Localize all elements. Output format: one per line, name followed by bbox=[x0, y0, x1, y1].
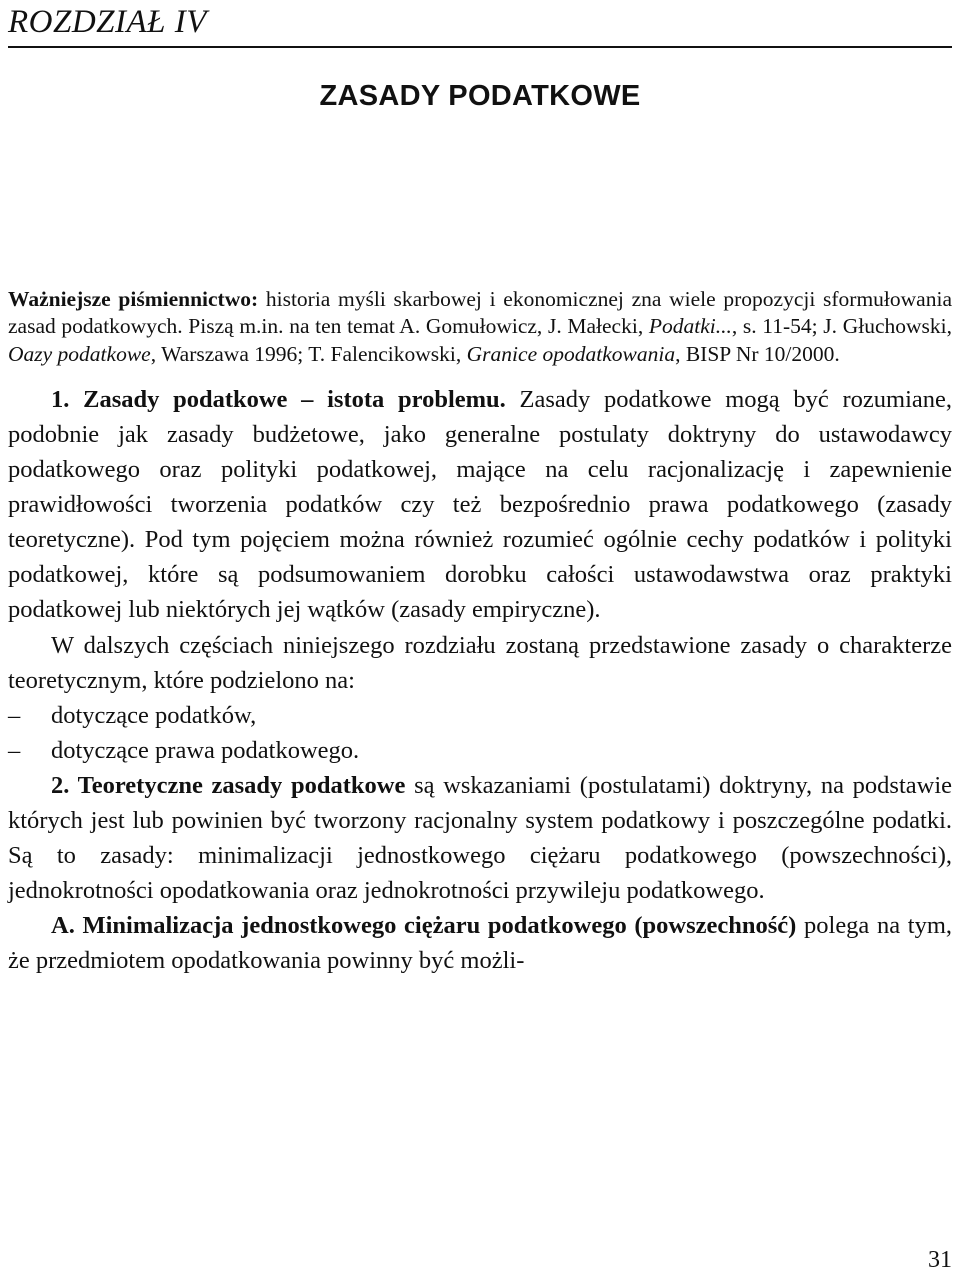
paragraph-2: W dalszych częściach niniejszego rozdziału zostaną przedstawione zasady o charakterze teoretycznym, które podzielono na: bbox=[8, 631, 952, 694]
list-item-text: dotyczące podatków, bbox=[51, 701, 257, 729]
section-2-text: są wskazaniami (postulatami) doktryny, na podstawie których jest lub powinien być tworzony racjonalny system podatkowy i poszczególne podatki. Są to zasady: minimalizacji jednostkowego ciężaru podatkowego (powszechności), jednokrotności opodatkowania oraz jednokrotności przywileju podatkowego. bbox=[8, 771, 953, 905]
chapter-header bbox=[8, 2, 952, 48]
literature-text-1: historia myśli skarbowej i ekonomicznej zna wiele propozycji sformułowania zasad podatkowych. Piszą m.in. na ten temat A. Gomułowicz, J. Małecki, bbox=[8, 287, 952, 339]
chapter-title: ZASADY PODATKOWE bbox=[319, 80, 641, 112]
list-item bbox=[8, 733, 952, 768]
literature-text-3: , Warszawa 1996; T. Falencikowski, bbox=[150, 341, 467, 366]
literature-title-1: Podatki... bbox=[648, 314, 732, 339]
body-text bbox=[8, 286, 952, 978]
section-1-paragraph bbox=[8, 382, 952, 628]
list-dash: – bbox=[8, 736, 21, 764]
literature-title-3: Granice opodatkowania bbox=[466, 341, 676, 366]
section-a-text: polega na tym, że przedmiotem opodatkowania powinny być możli- bbox=[8, 912, 952, 975]
literature-text-2: , s. 11-54; J. Głuchowski, bbox=[731, 314, 952, 339]
list-dash: – bbox=[8, 701, 21, 729]
page-number: 31 bbox=[928, 1247, 952, 1273]
section-a-paragraph bbox=[8, 908, 952, 978]
section-a-heading: A. Minimalizacja jednostkowego ciężaru podatkowego (powszechność) bbox=[51, 912, 797, 940]
literature-paragraph bbox=[8, 286, 952, 368]
literature-lead: Ważniejsze piśmiennictwo: bbox=[8, 287, 259, 311]
list-item-text: dotyczące prawa podatkowego. bbox=[51, 736, 360, 764]
section-1-text: Zasady podatkowe mogą być rozumiane, podobnie jak zasady budżetowe, jako generalne postulaty doktryny do ustawodawcy podatkowego oraz polityki podatkowej, mające na celu racjonalizację i zapewnienie prawidłowości tworzenia podatków czy też bezpośrednio prawa podatkowego (zasady teoretyczne). Pod tym pojęciem można również rozumieć ogólnie cechy podatków i polityki podatkowej, które są podsumowaniem dorobku całości ustawodawstwa oraz praktyki podatkowej lub niektórych jej wątków (zasady empiryczne). bbox=[8, 385, 952, 624]
list-item bbox=[8, 698, 952, 733]
section-2-paragraph bbox=[8, 768, 952, 908]
section-2-heading: 2. Teoretyczne zasady podatkowe bbox=[51, 771, 406, 799]
literature-title-2: Oazy podatkowe bbox=[8, 341, 151, 366]
principles-list bbox=[8, 698, 952, 768]
literature-text-4: , BISP Nr 10/2000. bbox=[675, 341, 840, 366]
section-1-heading: 1. Zasady podatkowe – istota problemu. bbox=[51, 385, 506, 413]
chapter-label: ROZDZIAŁ IV bbox=[8, 4, 207, 40]
